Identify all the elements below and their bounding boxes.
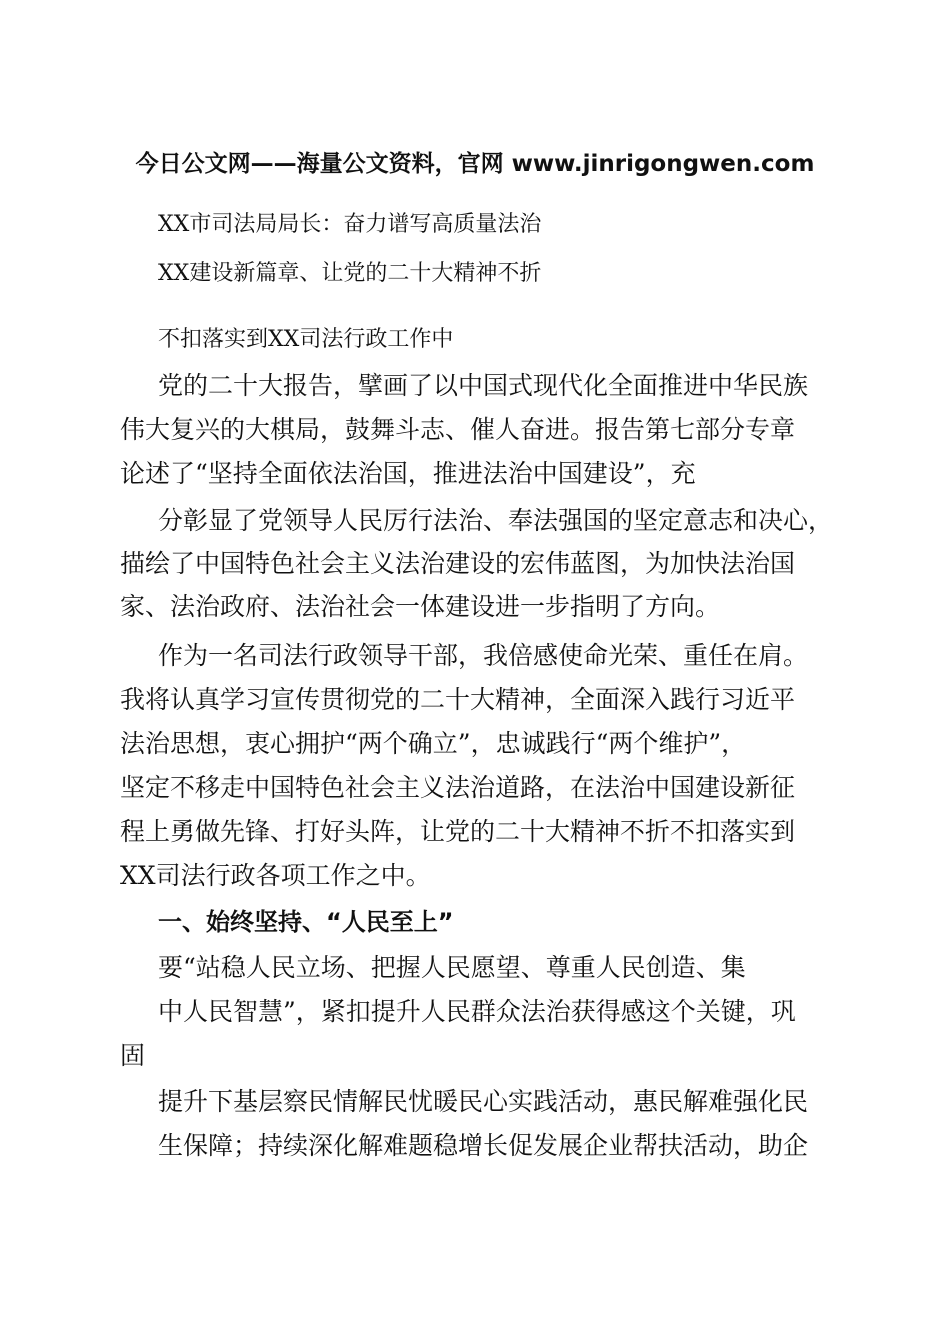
section-line: 固: [120, 1041, 146, 1070]
body-line: 我将认真学习宣传贯彻党的二十大精神，全面深入践行习近平: [120, 685, 796, 714]
title-line: XX建设新篇章、让党的二十大精神不折: [158, 261, 542, 286]
body-line: 程上勇做先锋、打好头阵，让党的二十大精神不折不扣落实到: [120, 817, 796, 846]
section-line: 生保障；持续深化解难题稳增长促发展企业帮扶活动，助企: [158, 1131, 809, 1160]
title-line: XX市司法局局长：奋力谱写高质量法治: [158, 212, 542, 237]
site-header: 今日公文网——海量公文资料，官网 www.jinrigongwen.com: [135, 151, 815, 177]
body-line: 党的二十大报告，擘画了以中国式现代化全面推进中华民族: [158, 371, 809, 400]
body-line: 作为一名司法行政领导干部，我倍感使命光荣、重任在肩。: [158, 641, 809, 670]
section-line: 中人民智慧”，紧扣提升人民群众法治获得感这个关键，巩: [158, 997, 796, 1026]
title-line: 不扣落实到XX司法行政工作中: [158, 327, 454, 352]
body-line: 坚定不移走中国特色社会主义法治道路，在法治中国建设新征: [120, 773, 796, 802]
body-line: 论述了“坚持全面依法治国，推进法治中国建设”，充: [120, 459, 696, 488]
body-line: 分彰显了党领导人民厉行法治、奉法强国的坚定意志和决心，: [158, 506, 834, 535]
body-line: XX司法行政各项工作之中。: [120, 861, 431, 890]
body-line: 家、法治政府、法治社会一体建设进一步指明了方向。: [120, 592, 721, 621]
body-line: 法治思想，衷心拥护“两个确立”，忠诚践行“两个维护”，: [120, 729, 747, 758]
section-line: 要“站稳人民立场、把握人民愿望、尊重人民创造、集: [158, 953, 746, 982]
body-line: 伟大复兴的大棋局，鼓舞斗志、催人奋进。报告第七部分专章: [120, 415, 796, 444]
body-line: 描绘了中国特色社会主义法治建设的宏伟蓝图，为加快法治国: [120, 549, 796, 578]
section-heading: 一、始终坚持、“人民至上”: [158, 908, 454, 936]
section-line: 提升下基层察民情解民忧暖民心实践活动，惠民解难强化民: [158, 1087, 809, 1116]
